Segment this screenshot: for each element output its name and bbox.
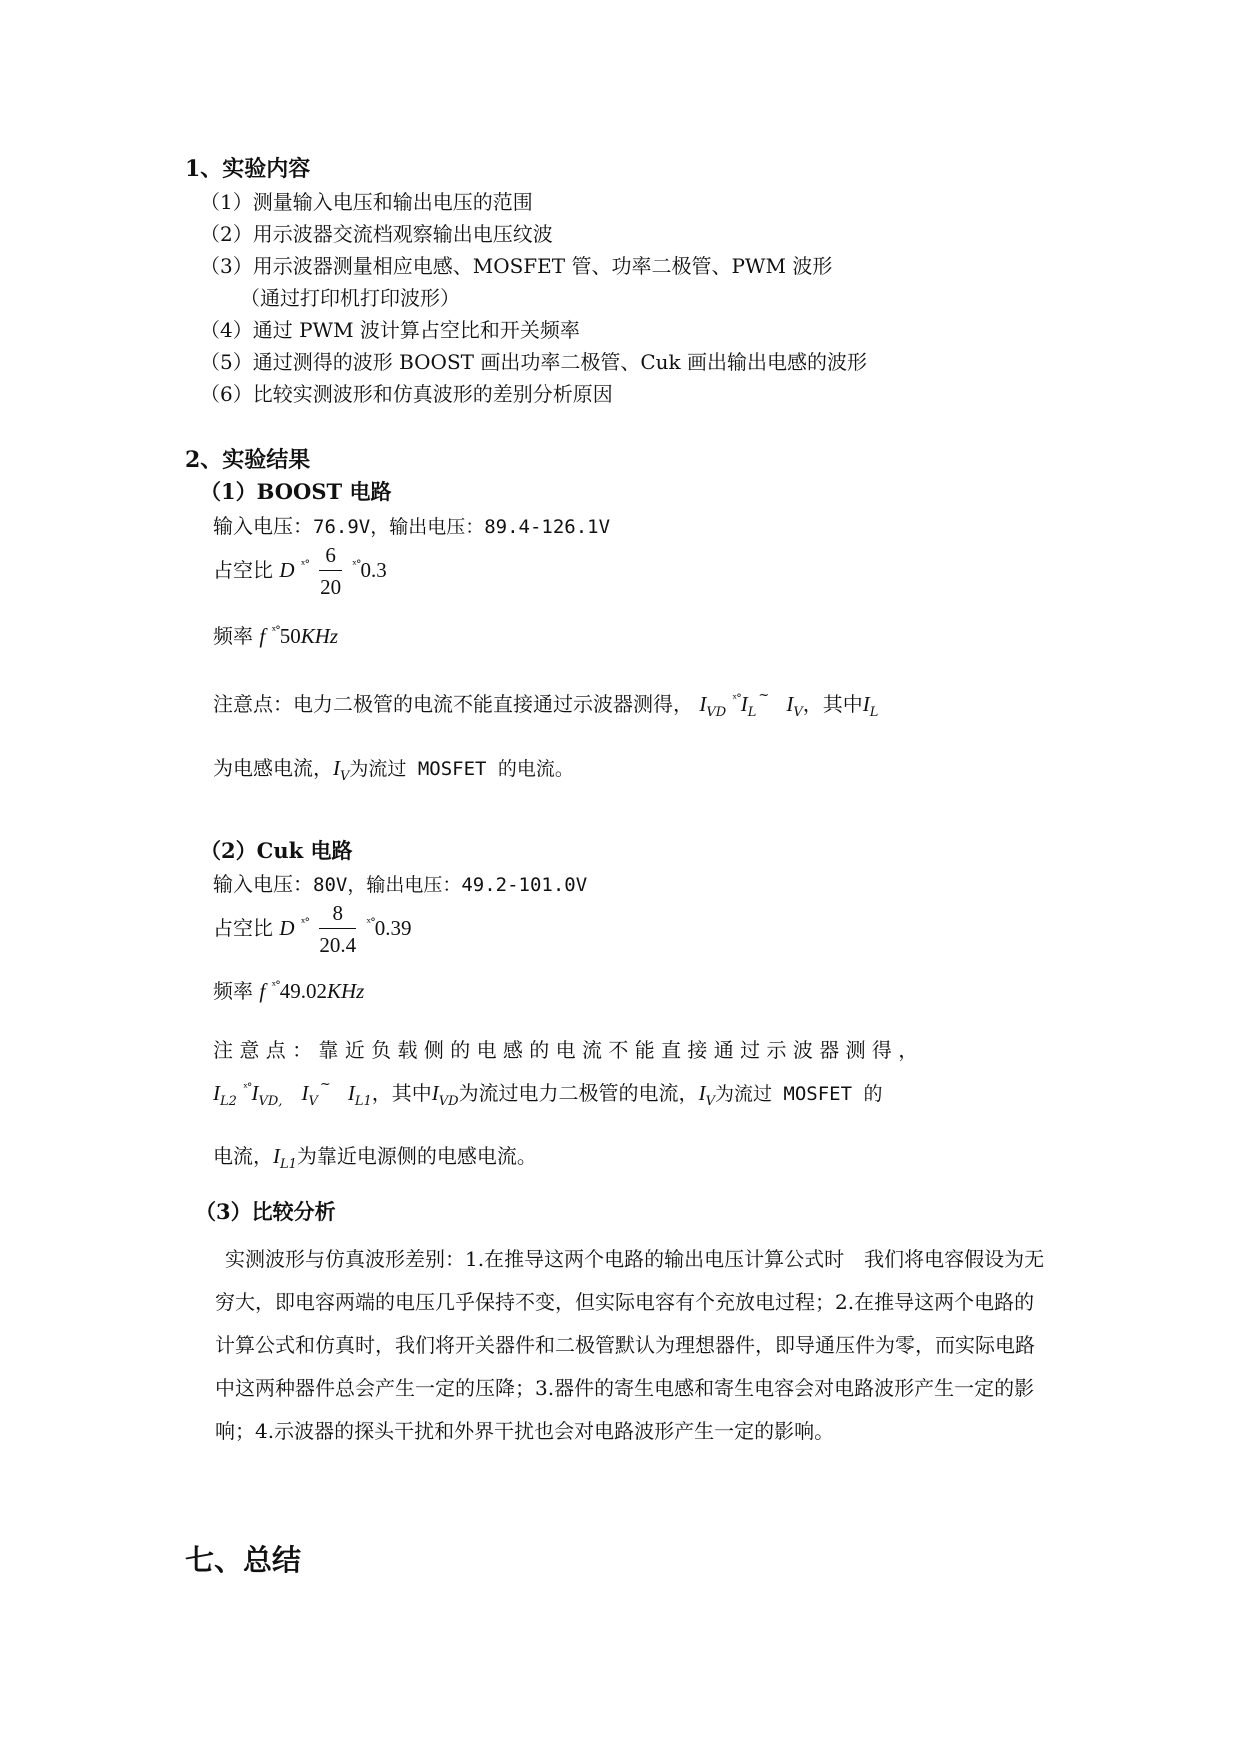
cuk-note-mid1: ，其中 (371, 1081, 432, 1105)
minus-glyph: ~ (319, 1077, 331, 1092)
symbol-i: I (301, 1081, 309, 1105)
cuk-note-line-3 (213, 1140, 537, 1172)
symbol-i: I (347, 1081, 355, 1105)
equals-glyph: ˣ° (271, 624, 280, 637)
subscript-vd: VD (706, 705, 727, 720)
boost-frequency-line (213, 620, 338, 649)
boost-note-mid: ，其中 (802, 692, 863, 716)
boost-freq-value: 50 (279, 624, 301, 648)
cuk-duty-var: D (279, 916, 295, 940)
boost-note-line2-b: 为流过 MOSFET 的电流。 (349, 758, 574, 780)
subscript-l: L (869, 705, 879, 720)
cuk-note-end: 为流过 MOSFET 的 (714, 1083, 883, 1105)
boost-voltage-label: 输入电压： (213, 514, 313, 538)
cuk-duty-denominator: 20.4 (319, 933, 357, 957)
equals-glyph: ˣ° (366, 916, 375, 929)
content-item-4: （4）通过 PWM 波计算占空比和开关频率 (200, 318, 580, 342)
content-item-5: （5）通过测得的波形 BOOST 画出功率二极管、Cuk 画出输出电感的波形 (200, 350, 868, 374)
content-item-3: （3）用示波器测量相应电感、MOSFET 管、功率二极管、PWM 波形 (200, 254, 833, 278)
content-item-1: （1）测量输入电压和输出电压的范围 (200, 190, 533, 214)
boost-duty-label: 占空比 (213, 558, 273, 582)
equals-glyph: ˣ° (352, 558, 361, 571)
symbol-i: I (333, 756, 340, 780)
cuk-duty-result: 0.39 (374, 916, 412, 940)
symbol-i: I (699, 692, 707, 716)
boost-voltage-value: 76.9V，输出电压：89.4-126.1V (313, 516, 611, 538)
cuk-note-line-1: 注 意 点 ： 靠 近 负 载 侧 的 电 感 的 电 流 不 能 直 接 通 过 示 波 器 测 得 ， (213, 1038, 919, 1062)
cuk-duty-numerator: 8 (319, 901, 356, 929)
content-item-3-continued: （通过打印机打印波形） (240, 286, 460, 310)
boost-freq-unit: KHz (300, 624, 339, 648)
boost-duty-denominator: 20 (320, 575, 342, 599)
cuk-duty-fraction (319, 901, 356, 958)
symbol-i: I (251, 1081, 259, 1105)
boost-freq-var: f (259, 624, 266, 648)
subscript-l1: L1 (354, 1094, 372, 1109)
subscript-vd: VD (258, 1094, 279, 1109)
boost-voltage-line (213, 510, 610, 539)
content-item-6: （6）比较实测波形和仿真波形的差别分析原因 (200, 382, 613, 406)
cuk-title: （2）Cuk 电路 (200, 838, 353, 863)
boost-note-line-2 (213, 752, 574, 784)
symbol-i: I (862, 692, 870, 716)
summary-heading: 七、总结 (185, 1543, 302, 1577)
minus-glyph: , (278, 1094, 283, 1109)
subscript-l1: L1 (280, 1157, 297, 1172)
subscript-v: V (340, 769, 350, 784)
cuk-freq-label: 频率 (213, 979, 253, 1003)
symbol-i: I (213, 1081, 220, 1105)
cuk-freq-unit: KHz (326, 979, 365, 1003)
equals-glyph: ˣ° (300, 916, 310, 929)
cuk-frequency-line (213, 975, 364, 1004)
subscript-v: V (705, 1094, 715, 1109)
boost-note-text: 注意点：电力二极管的电流不能直接通过示波器测得， (213, 692, 693, 716)
subscript-vd: VD (438, 1094, 459, 1109)
subscript-v: V (308, 1094, 318, 1109)
symbol-i: I (786, 692, 794, 716)
boost-duty-fraction (319, 543, 342, 600)
boost-duty-var: D (279, 558, 295, 582)
cuk-note-line3-a: 电流， (213, 1144, 273, 1168)
boost-freq-label: 频率 (213, 624, 253, 648)
equals-glyph: ˣ° (732, 692, 741, 705)
boost-note-line-1 (213, 688, 878, 720)
symbol-i: I (273, 1144, 280, 1168)
section-heading-experiment-content: 1、实验内容 (185, 156, 311, 182)
cuk-duty-formula (213, 901, 411, 958)
content-item-2: （2）用示波器交流档观察输出电压纹波 (200, 222, 553, 246)
equals-glyph: ˣ° (300, 558, 310, 571)
equals-glyph: ˣ° (243, 1081, 252, 1094)
boost-duty-result: 0.3 (360, 558, 387, 582)
cuk-duty-label: 占空比 (213, 916, 273, 940)
compare-paragraph: 实测波形与仿真波形差别：1.在推导这两个电路的输出电压计算公式时 我们将电容假设为无穷大，即电容两端的电压几乎保持不变，但实际电容有个充放电过程；2.在推导这两个电路的计算公式和仿真时，我们将开关器件和二极管默认为理想器件，即导通压件为零，而实际电路中这两种器件总会产生一定的压降；3.器件的寄生电感和寄生电容会对电路波形产生一定的影响；4.示波器的探头干扰和外界干扰也会对电路波形产生一定的影响。 (215, 1247, 1045, 1443)
cuk-note-line-2 (213, 1077, 882, 1109)
subscript-v: V (793, 705, 803, 720)
minus-glyph: ~ (758, 688, 770, 703)
equals-glyph: ˣ° (271, 979, 280, 992)
cuk-voltage-label: 输入电压： (213, 872, 313, 896)
subscript-l2: L2 (220, 1094, 237, 1109)
symbol-i: I (740, 692, 748, 716)
boost-duty-formula (213, 543, 387, 600)
cuk-freq-var: f (259, 979, 266, 1003)
boost-title: （1）BOOST 电路 (200, 479, 392, 504)
cuk-voltage-line (213, 868, 587, 897)
cuk-note-line3-b: 为靠近电源侧的电感电流。 (296, 1144, 537, 1168)
symbol-i: I (431, 1081, 439, 1105)
subscript-l: L (747, 705, 757, 720)
section-heading-experiment-results: 2、实验结果 (185, 447, 311, 473)
boost-duty-numerator: 6 (319, 543, 342, 571)
cuk-freq-value: 49.02 (279, 979, 327, 1003)
cuk-voltage-value: 80V，输出电压：49.2-101.0V (313, 874, 588, 896)
boost-note-line2-a: 为电感电流， (213, 756, 333, 780)
symbol-i: I (698, 1081, 706, 1105)
cuk-note-mid2: 为流过电力二极管的电流， (458, 1081, 699, 1105)
compare-title: （3）比较分析 (195, 1199, 336, 1224)
